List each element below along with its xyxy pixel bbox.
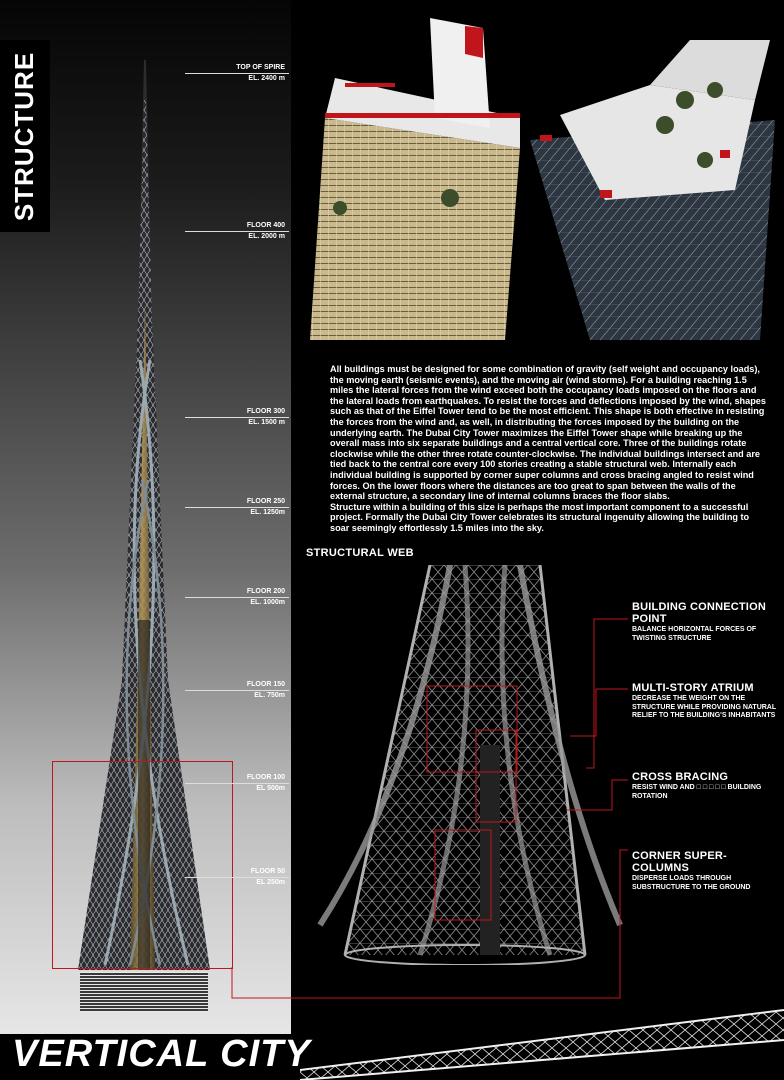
level-elevation: EL. 1500 m <box>248 419 285 426</box>
callout-description: DISPERSE LOADS THROUGH SUBSTRUCTURE TO THE GROUND <box>632 875 751 891</box>
callout-title: CORNER SUPER-COLUMNS <box>632 850 727 874</box>
callout-connection-point <box>632 601 782 643</box>
callout-title: CROSS BRACING <box>632 771 729 783</box>
description-paragraph: All buildings must be designed for some combination of gravity (self weight and occupancy loads), the moving earth (seismic events), and the moving air (wind storms). For a building reaching 1.5 miles the lateral forces from the wind exceed both the occupancy loads imposed on the floors and the lateral loads from earthquakes. To resist the forces and deflections imposed by the wind, shapes such as that of the Eiffel Tower tend to be the most efficient. This shape is both effective in resisting the forces from the wind and, as well, in distributing the forces imposed by the building on the underlying earth. The Dubai City Tower maximizes the Eiffel Tower shape while breaking up the overall mass into six separate buildings and a central vertical core. Three of the buildings rotate clockwise while the other three rotate counter-clockwise. The individual buildings intersect and are tied back to the central core every 100 stories creating a stable structural web. Internally each individual building is supported by corner super columns and cross bracing angled to resist wind forces. On the lower floors where the distances are too great to span between the walls of the external structure, a secondary line of internal columns braces the floor slabs. <box>330 364 766 502</box>
poster-title: VERTICAL CITY <box>12 1033 311 1075</box>
section-title: STRUCTURE <box>9 51 40 221</box>
level-name: FLOOR 150 <box>246 681 285 688</box>
level-name: FLOOR 200 <box>246 588 285 595</box>
level-elevation: EL. 1250m <box>250 509 285 516</box>
footer-truss-graphic <box>300 1000 784 1080</box>
callout-description: BALANCE HORIZONTAL FORCES OF TWISTING STRUCTURE <box>632 626 757 642</box>
level-name: FLOOR 400 <box>246 222 285 229</box>
structural-web-title: STRUCTURAL WEB <box>306 547 414 559</box>
callout-super-columns <box>632 850 782 892</box>
callout-description: RESIST WIND AND □ □ □ □ □ BUILDING ROTATION <box>632 784 762 800</box>
level-elevation: EL. 2400 m <box>248 75 285 82</box>
level-name: TOP OF SPIRE <box>236 64 285 71</box>
callout-cross-bracing <box>632 771 782 801</box>
callout-title: BUILDING CONNECTION POINT <box>632 601 766 625</box>
callout-atrium <box>632 682 782 721</box>
level-elevation: EL 500m <box>256 785 285 792</box>
callout-title: MULTI-STORY ATRIUM <box>632 682 754 694</box>
callout-description: DECREASE THE WEIGHT ON THE STRUCTURE WHILE PROVIDING NATURAL RELIEF TO THE BUILDING'S INHABITANTS <box>632 695 777 719</box>
level-name: FLOOR 250 <box>246 498 285 505</box>
level-elevation: EL 250m <box>256 879 285 886</box>
level-name: FLOOR 50 <box>250 868 285 875</box>
description-paragraph: Structure within a building of this size is perhaps the most important component to a successful project. Formally the Dubai City Tower celebrates its structural ingenuity allowing the building to soar seemingly effortlessly 1.5 miles into the sky. <box>330 501 750 533</box>
level-name: FLOOR 100 <box>246 774 285 781</box>
level-elevation: EL. 750m <box>254 692 285 699</box>
level-elevation: EL. 2000 m <box>248 233 285 240</box>
level-name: FLOOR 300 <box>246 408 285 415</box>
level-elevation: EL. 1000m <box>250 599 285 606</box>
